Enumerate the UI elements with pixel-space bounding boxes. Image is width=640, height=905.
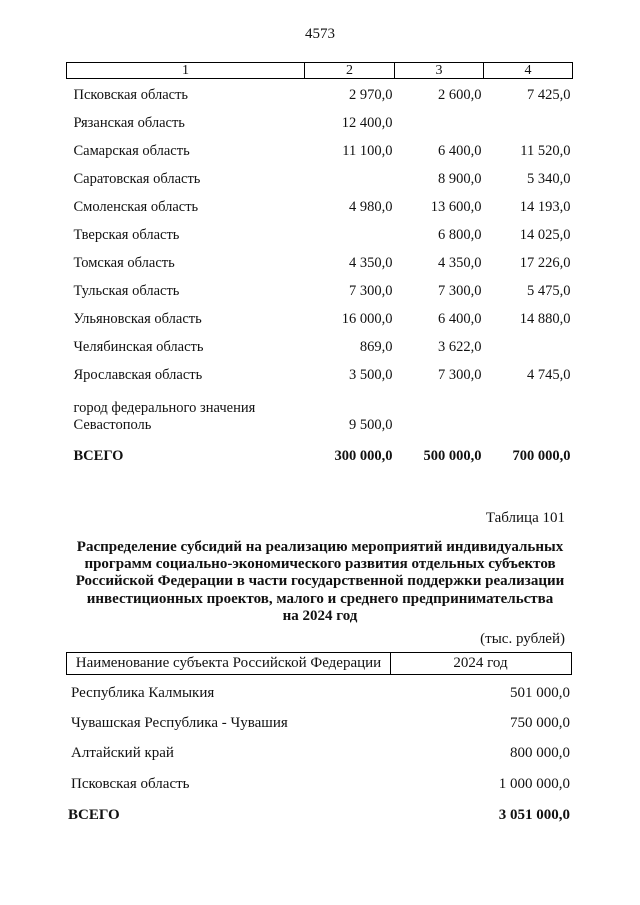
- region-value: 1 000 000,0: [498, 776, 570, 792]
- value-col-3: [395, 104, 484, 132]
- region-name: Ярославская область: [73, 367, 203, 383]
- value-col-4: [484, 328, 573, 356]
- column-header-4: 4: [484, 63, 573, 79]
- column-header-1: 1: [67, 63, 305, 79]
- value-col-2: 7 300,0: [349, 283, 393, 299]
- value-col-4: [484, 384, 573, 434]
- value-col-2: 16 000,0: [341, 311, 393, 327]
- table-title: [60, 539, 580, 625]
- value-col-3: 6 400,0: [438, 311, 482, 327]
- table-row: [67, 132, 573, 160]
- value-col-4: 14 880,0: [519, 311, 571, 327]
- region-name: Тульская область: [73, 283, 180, 299]
- region-name: Ульяновская область: [73, 311, 202, 327]
- title-line: Российской Федерации в части государственной поддержки реализации: [75, 573, 565, 590]
- region-name: Саратовская область: [73, 171, 201, 187]
- value-col-3: 6 800,0: [438, 227, 482, 243]
- table-row: [66, 744, 570, 762]
- value-col-3: 7 300,0: [438, 367, 482, 383]
- region-name: Чувашская Республика - Чувашия: [71, 715, 288, 731]
- table-row: [67, 356, 573, 384]
- table-row: [67, 79, 573, 105]
- total-col-2: 300 000,0: [334, 448, 393, 464]
- total-label: ВСЕГО: [73, 448, 124, 464]
- table-row: [67, 272, 573, 300]
- region-name: Республика Калмыкия: [71, 685, 215, 701]
- region-name: Томская область: [73, 255, 175, 271]
- value-col-4: 5 340,0: [527, 171, 571, 187]
- table-row: [66, 684, 570, 702]
- title-line: Распределение субсидий на реализацию мероприятий индивидуальных: [76, 539, 564, 555]
- table-number: Таблица 101: [485, 510, 565, 526]
- region-name: Тверская область: [73, 227, 180, 243]
- table-header-row: [66, 652, 572, 675]
- region-name: [67, 384, 305, 434]
- title-line: инвестиционных проектов, малого и среднего предпринимательства: [86, 590, 554, 607]
- title-line: на 2024 год: [282, 607, 358, 624]
- subsidy-table-continued: [66, 62, 573, 465]
- title-line: программ социально-экономического развития отдельных субъектов: [84, 556, 556, 573]
- total-value: 3 051 000,0: [498, 807, 570, 823]
- column-header-subject: Наименование субъекта Российской Федерации: [67, 653, 391, 674]
- value-col-4: 7 425,0: [527, 87, 571, 103]
- value-col-2: [305, 160, 395, 188]
- region-value: 501 000,0: [510, 685, 570, 701]
- total-row: [66, 806, 570, 824]
- table-row: [67, 160, 573, 188]
- value-col-4: 14 193,0: [519, 199, 571, 215]
- value-col-2: 12 400,0: [341, 115, 393, 131]
- total-row: [67, 434, 573, 465]
- value-col-4: 17 226,0: [519, 255, 571, 271]
- value-col-3: 3 622,0: [438, 339, 482, 355]
- column-header-year: 2024 год: [453, 655, 508, 671]
- table-header-row: [67, 63, 573, 79]
- region-name: Самарская область: [73, 143, 190, 159]
- value-col-3: 7 300,0: [438, 283, 482, 299]
- region-value: 750 000,0: [510, 715, 570, 731]
- region-name-line-2: Севастополь: [73, 417, 152, 433]
- total-label: ВСЕГО: [68, 807, 120, 823]
- column-header-2: 2: [305, 63, 395, 79]
- region-name: Алтайский край: [71, 745, 174, 761]
- total-col-3: 500 000,0: [423, 448, 482, 464]
- column-header-3: 3: [395, 63, 484, 79]
- value-col-4: [484, 104, 573, 132]
- table-row: [67, 328, 573, 356]
- region-name-line-1: город федерального значения: [73, 400, 256, 416]
- value-col-2: 9 500,0: [349, 417, 393, 433]
- region-name: Челябинская область: [73, 339, 204, 355]
- table-row: [67, 300, 573, 328]
- value-col-3: 8 900,0: [438, 171, 482, 187]
- table-row: [67, 244, 573, 272]
- region-name: Псковская область: [71, 776, 190, 792]
- value-col-2: 4 350,0: [349, 255, 393, 271]
- region-value: 800 000,0: [510, 745, 570, 761]
- value-col-2: 2 970,0: [349, 87, 393, 103]
- value-col-2: 3 500,0: [349, 367, 393, 383]
- value-col-3: 4 350,0: [438, 255, 482, 271]
- table-row: [67, 384, 573, 434]
- region-name: Смоленская область: [73, 199, 199, 215]
- value-col-3: 13 600,0: [430, 199, 482, 215]
- table-row: [67, 216, 573, 244]
- value-col-2: [305, 216, 395, 244]
- table-row: [67, 104, 573, 132]
- table-row: [67, 188, 573, 216]
- table-row: [66, 714, 570, 732]
- value-col-3: 2 600,0: [438, 87, 482, 103]
- value-col-2: 11 100,0: [342, 143, 393, 159]
- page-number: 4573: [305, 26, 335, 42]
- unit-label: (тыс. рублей): [480, 631, 565, 647]
- total-col-4: 700 000,0: [512, 448, 571, 464]
- value-col-4: 14 025,0: [519, 227, 571, 243]
- value-col-2: 4 980,0: [349, 199, 393, 215]
- value-col-4: 4 745,0: [527, 367, 571, 383]
- value-col-4: 5 475,0: [527, 283, 571, 299]
- value-col-3: 6 400,0: [438, 143, 482, 159]
- table-row: [66, 775, 570, 793]
- value-col-4: 11 520,0: [520, 143, 571, 159]
- region-name: Рязанская область: [73, 115, 185, 131]
- region-name: Псковская область: [73, 87, 189, 103]
- value-col-2: 869,0: [359, 339, 393, 355]
- value-col-3: [395, 384, 484, 434]
